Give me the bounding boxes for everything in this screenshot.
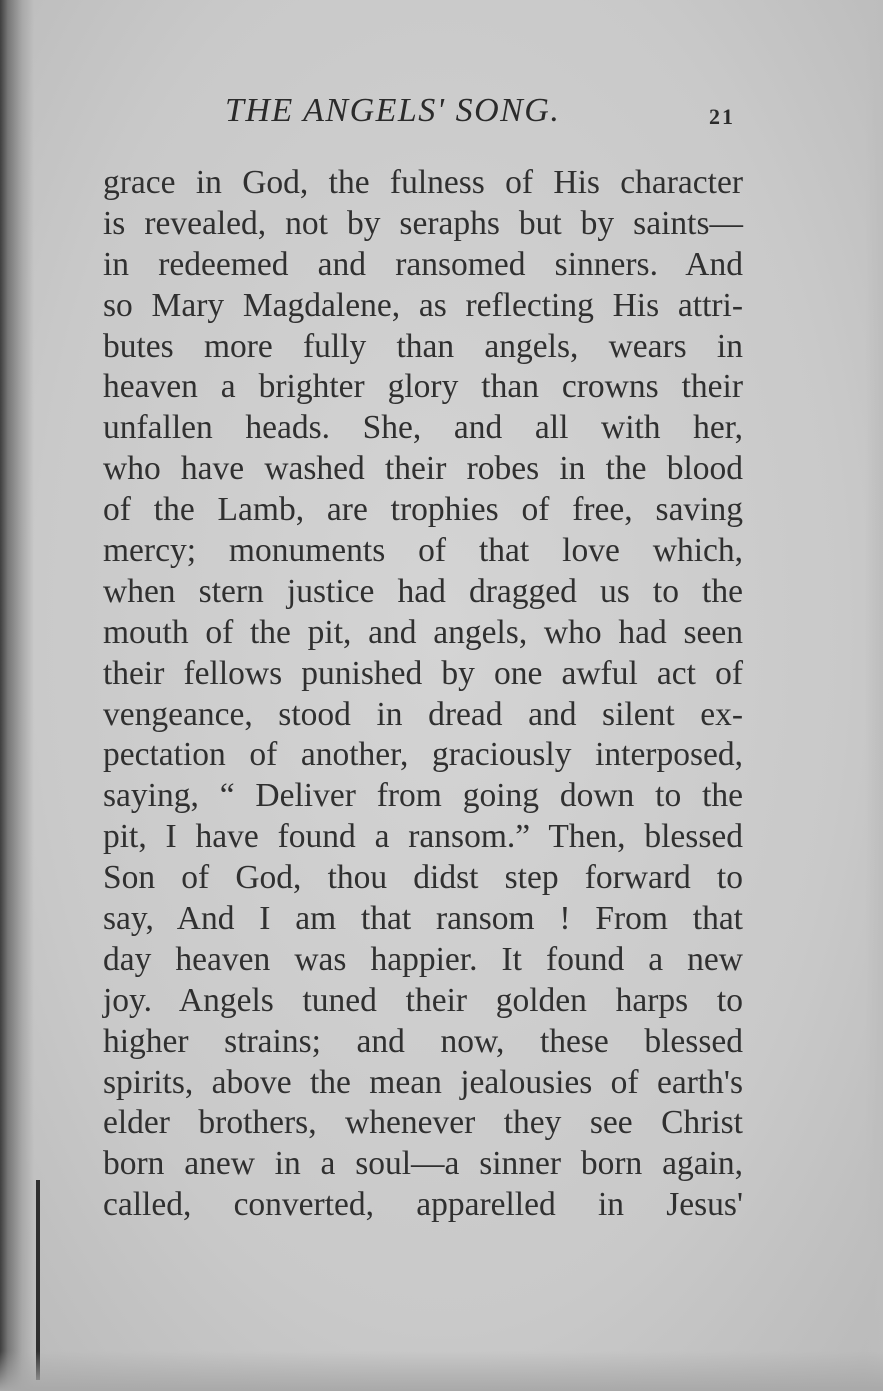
text-line: elder brothers, whenever they see Christ: [103, 1104, 743, 1142]
running-header: [103, 92, 743, 142]
page-number: 21: [709, 104, 735, 129]
text-line: higher strains; and now, these blessed: [103, 1022, 743, 1060]
running-title: THE ANGELS' SONG.: [225, 92, 561, 129]
text-line: unfallen heads. She, and all with her,: [103, 409, 743, 447]
text-line: in redeemed and ransomed sinners. And: [103, 245, 743, 283]
text-line: their fellows punished by one awful act of: [103, 654, 743, 692]
page-right-edge: [865, 0, 883, 1391]
body-text: [103, 163, 743, 1226]
text-line: spirits, above the mean jealousies of earth's: [103, 1063, 743, 1101]
text-line: of the Lamb, are trophies of free, saving: [103, 491, 743, 529]
text-line: pectation of another, graciously interposed,: [103, 736, 743, 774]
page-bottom-edge: [0, 1351, 883, 1391]
text-line: mercy; monuments of that love which,: [103, 532, 743, 570]
text-line: who have washed their robes in the blood: [103, 450, 743, 488]
text-line: day heaven was happier. It found a new: [103, 940, 743, 978]
text-line: vengeance, stood in dread and silent ex-: [103, 695, 743, 733]
text-line: mouth of the pit, and angels, who had seen: [103, 613, 743, 651]
text-line: pit, I have found a ransom.” Then, blessed: [103, 818, 743, 856]
text-line: called, converted, apparelled in Jesus': [103, 1186, 743, 1224]
text-line: is revealed, not by seraphs but by saints—: [103, 204, 743, 242]
spine-edge-line: [36, 1180, 40, 1380]
text-line: born anew in a soul—a sinner born again,: [103, 1145, 743, 1183]
text-line: joy. Angels tuned their golden harps to: [103, 981, 743, 1019]
text-line: saying, “ Deliver from going down to the: [103, 777, 743, 815]
text-line: grace in God, the fulness of His character: [103, 164, 743, 201]
text-line: Son of God, thou didst step forward to: [103, 859, 743, 897]
text-line: when stern justice had dragged us to the: [103, 572, 743, 610]
text-line: butes more fully than angels, wears in: [103, 327, 743, 365]
text-line: say, And I am that ransom ! From that: [103, 900, 743, 938]
text-line: so Mary Magdalene, as reflecting His attri-: [103, 286, 743, 324]
binding-shadow: [0, 0, 34, 1391]
text-line: heaven a brighter glory than crowns their: [103, 368, 743, 406]
